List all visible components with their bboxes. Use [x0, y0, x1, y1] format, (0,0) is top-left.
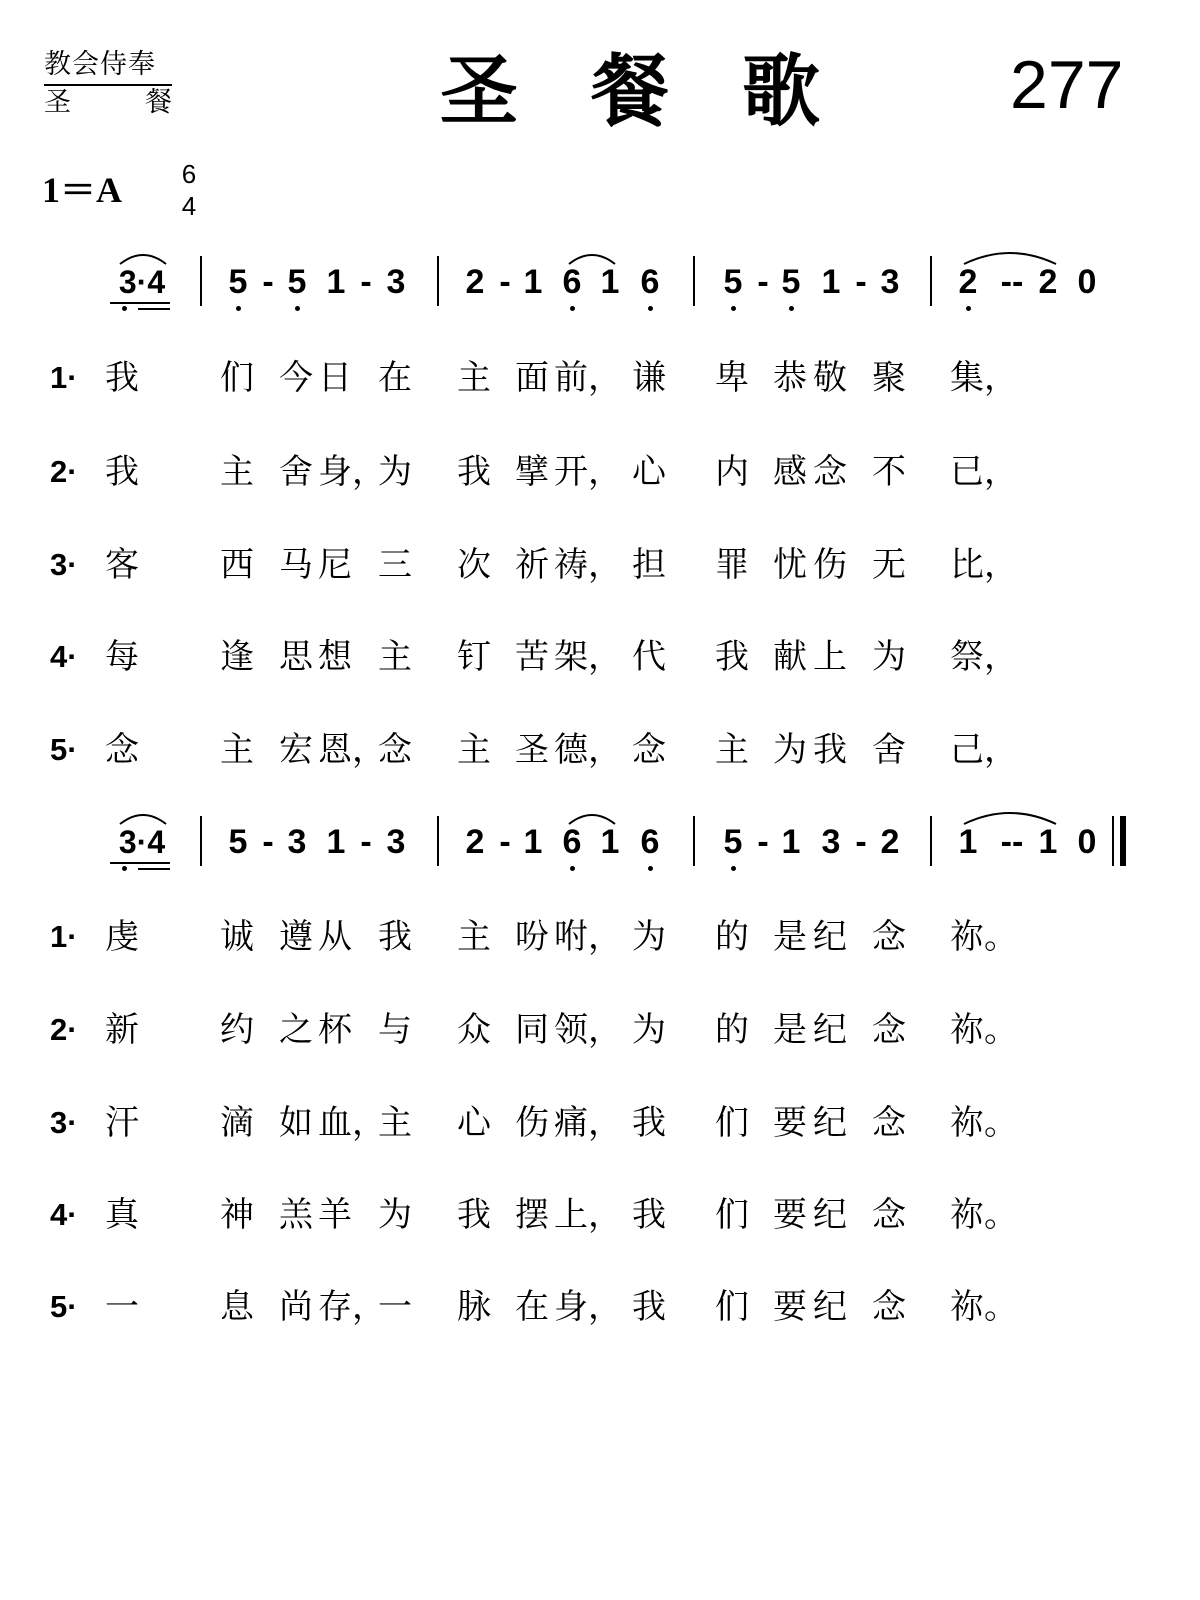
final-barline-thin [1112, 816, 1114, 866]
lyric-syllable: 忧 [773, 545, 807, 585]
octave-low-dot [648, 306, 653, 311]
note: 1 [1038, 823, 1058, 861]
lyric-syllable: 血， [318, 1103, 386, 1143]
lyric-syllable: 客 [105, 545, 139, 585]
lyric-syllable: 汗 [105, 1103, 139, 1143]
lyric-syllable: 次 [457, 545, 491, 585]
note: 5 [723, 823, 743, 861]
lyric-syllable: 钉 [457, 637, 491, 677]
octave-low-dot [789, 306, 794, 311]
lyric-syllable: 舍 [872, 730, 906, 770]
lyric-syllable: 念 [105, 730, 139, 770]
lyric-syllable: 纪 [813, 1103, 847, 1143]
lyric-syllable: 的 [715, 1010, 749, 1050]
note: 6 [640, 263, 660, 301]
note: 1 [523, 263, 543, 301]
lyric-syllable: 众 [457, 1010, 491, 1050]
barline [693, 256, 695, 306]
octave-low-dot [236, 306, 241, 311]
note: 1 [821, 263, 841, 301]
lyric-syllable: 纪 [813, 917, 847, 957]
slur [567, 250, 617, 266]
key-signature: 1＝A [42, 170, 122, 210]
lyric-syllable: 每 [105, 637, 139, 677]
lyric-syllable: 们 [715, 1287, 749, 1327]
time-signature-denominator: 4 [181, 191, 197, 221]
lyric-syllable: 息 [220, 1287, 254, 1327]
verse-number: 2· [50, 454, 78, 489]
lyric-syllable: 祢。 [950, 1010, 1018, 1050]
note: 1 [326, 263, 346, 301]
lyric-syllable: 杯 [318, 1010, 352, 1050]
lyric-syllable: 滴 [220, 1103, 254, 1143]
dash-note: - [757, 823, 769, 861]
lyric-syllable: 咐， [554, 917, 622, 957]
lyric-syllable: 日 [318, 358, 352, 398]
lyric-syllable: 谦 [632, 358, 666, 398]
lyric-syllable: 之 [279, 1010, 313, 1050]
lyric-syllable: 感 [773, 452, 807, 492]
note: 5 [228, 263, 248, 301]
lyric-syllable: 为 [378, 1195, 412, 1235]
octave-low-dot [570, 306, 575, 311]
pickup-low-dot [122, 866, 127, 871]
lyric-syllable: 伤 [813, 545, 847, 585]
lyric-syllable: 虔 [105, 917, 139, 957]
pickup-underline [110, 862, 170, 864]
pickup-note: 3·4 [118, 824, 166, 860]
lyric-syllable: 无 [872, 545, 906, 585]
lyric-syllable: 羊 [318, 1195, 352, 1235]
lyric-syllable: 为 [773, 730, 807, 770]
lyric-syllable: 恭 [773, 358, 807, 398]
dash-note: -- [1000, 263, 1024, 301]
verse-number: 5· [50, 732, 78, 767]
lyric-syllable: 要 [773, 1195, 807, 1235]
lyric-syllable: 纪 [813, 1010, 847, 1050]
octave-low-dot [570, 866, 575, 871]
octave-low-dot [731, 306, 736, 311]
lyric-syllable: 主 [457, 730, 491, 770]
note: 0 [1077, 823, 1097, 861]
note: 6 [562, 263, 582, 301]
note: 3 [386, 263, 406, 301]
lyric-syllable: 念 [872, 917, 906, 957]
lyric-syllable: 架， [554, 637, 622, 677]
lyric-syllable: 是 [773, 1010, 807, 1050]
lyric-syllable: 纪 [813, 1195, 847, 1235]
lyric-syllable: 主 [378, 1103, 412, 1143]
title-char: 圣 [440, 46, 519, 137]
dash-note: - [262, 263, 274, 301]
octave-low-dot [648, 866, 653, 871]
lyric-syllable: 纪 [813, 1287, 847, 1327]
lyric-syllable: 献 [773, 637, 807, 677]
lyric-syllable: 担 [632, 545, 666, 585]
hymn-title [440, 42, 820, 142]
lyric-syllable: 祈 [515, 545, 549, 585]
tie [962, 248, 1058, 266]
note: 0 [1077, 263, 1097, 301]
lyric-syllable: 马 [279, 545, 313, 585]
lyric-syllable: 开， [554, 452, 622, 492]
lyric-syllable: 念 [872, 1195, 906, 1235]
note: 6 [562, 823, 582, 861]
dash-note: - [855, 263, 867, 301]
lyric-syllable: 伤 [515, 1103, 549, 1143]
lyric-syllable: 领， [554, 1010, 622, 1050]
dash-note: -- [1000, 823, 1024, 861]
final-barline-thick [1120, 816, 1126, 866]
lyric-syllable: 卑 [715, 358, 749, 398]
lyric-syllable: 祢。 [950, 1195, 1018, 1235]
lyric-syllable: 真 [105, 1195, 139, 1235]
lyric-syllable: 我 [715, 637, 749, 677]
pickup-note: 3·4 [118, 264, 166, 300]
lyric-syllable: 罪 [715, 545, 749, 585]
verse-number: 4· [50, 639, 78, 674]
note: 2 [465, 823, 485, 861]
lyric-syllable: 主 [457, 358, 491, 398]
verse-number: 1· [50, 919, 78, 954]
lyric-syllable: 己， [950, 730, 1018, 770]
lyric-syllable: 我 [457, 452, 491, 492]
lyric-syllable: 在 [378, 358, 412, 398]
lyric-syllable: 在 [515, 1287, 549, 1327]
octave-low-dot [295, 306, 300, 311]
dash-note: - [855, 823, 867, 861]
lyric-syllable: 念 [378, 730, 412, 770]
tie [962, 808, 1058, 826]
barline [930, 816, 932, 866]
lyric-syllable: 的 [715, 917, 749, 957]
barline [437, 256, 439, 306]
lyric-syllable: 遵 [279, 917, 313, 957]
lyric-syllable: 要 [773, 1103, 807, 1143]
title-char: 餐 [590, 46, 669, 137]
verse-number: 2· [50, 1012, 78, 1047]
note: 1 [781, 823, 801, 861]
lyric-syllable: 主 [457, 917, 491, 957]
lyric-syllable: 是 [773, 917, 807, 957]
lyric-syllable: 们 [220, 358, 254, 398]
barline [200, 256, 202, 306]
lyric-syllable: 摆 [515, 1195, 549, 1235]
dash-note: - [360, 823, 372, 861]
note: 3 [386, 823, 406, 861]
note: 1 [600, 823, 620, 861]
barline [200, 816, 202, 866]
pickup-underline [138, 308, 170, 310]
lyric-syllable: 与 [378, 1010, 412, 1050]
lyric-syllable: 心 [632, 452, 666, 492]
lyric-syllable: 想 [318, 637, 352, 677]
lyric-syllable: 心 [457, 1103, 491, 1143]
dash-note: - [262, 823, 274, 861]
lyric-syllable: 我 [378, 917, 412, 957]
lyric-syllable: 祷， [554, 545, 622, 585]
lyric-syllable: 比， [950, 545, 1018, 585]
lyric-syllable: 我 [813, 730, 847, 770]
note: 2 [880, 823, 900, 861]
dash-note: - [757, 263, 769, 301]
note: 1 [326, 823, 346, 861]
lyric-syllable: 祢。 [950, 1103, 1018, 1143]
verse-number: 3· [50, 1105, 78, 1140]
lyric-syllable: 我 [105, 452, 139, 492]
lyric-syllable: 前， [554, 358, 622, 398]
slur [118, 250, 168, 266]
dash-note: - [360, 263, 372, 301]
note: 5 [781, 263, 801, 301]
note: 2 [958, 263, 978, 301]
note: 3 [287, 823, 307, 861]
title-char: 歌 [741, 46, 820, 137]
lyric-syllable: 恩， [318, 730, 386, 770]
time-signature-numerator: 6 [181, 159, 197, 189]
lyric-syllable: 苦 [515, 637, 549, 677]
lyric-syllable: 主 [220, 452, 254, 492]
lyric-syllable: 为 [872, 637, 906, 677]
lyric-syllable: 身， [318, 452, 386, 492]
verse-number: 1· [50, 360, 78, 395]
lyric-syllable: 羔 [279, 1195, 313, 1235]
barline [693, 816, 695, 866]
note: 5 [287, 263, 307, 301]
lyric-syllable: 主 [378, 637, 412, 677]
lyric-syllable: 一 [378, 1287, 412, 1327]
lyric-syllable: 祢。 [950, 1287, 1018, 1327]
lyric-syllable: 我 [457, 1195, 491, 1235]
lyric-syllable: 念 [632, 730, 666, 770]
lyric-syllable: 代 [632, 637, 666, 677]
lyric-syllable: 面 [515, 358, 549, 398]
pickup-low-dot [122, 306, 127, 311]
lyric-syllable: 内 [715, 452, 749, 492]
pickup-underline [110, 302, 170, 304]
pickup-underline [138, 868, 170, 870]
lyric-syllable: 为 [378, 452, 412, 492]
lyric-syllable: 尚 [279, 1287, 313, 1327]
lyric-syllable: 脉 [457, 1287, 491, 1327]
lyric-syllable: 主 [220, 730, 254, 770]
lyric-syllable: 要 [773, 1287, 807, 1327]
lyric-syllable: 念 [872, 1287, 906, 1327]
lyric-syllable: 上， [554, 1195, 622, 1235]
category-label: 教会侍奉 [44, 49, 156, 80]
note: 5 [723, 263, 743, 301]
lyric-syllable: 吩 [515, 917, 549, 957]
lyric-syllable: 今 [279, 358, 313, 398]
note: 2 [1038, 263, 1058, 301]
lyric-syllable: 诚 [220, 917, 254, 957]
octave-low-dot [731, 866, 736, 871]
lyric-syllable: 上 [813, 637, 847, 677]
barline [437, 816, 439, 866]
lyric-syllable: 逢 [220, 637, 254, 677]
lyric-syllable: 我 [632, 1103, 666, 1143]
hymn-number: 277 [1010, 47, 1124, 123]
slur [118, 810, 168, 826]
lyric-syllable: 尼 [318, 545, 352, 585]
lyric-syllable: 祢。 [950, 917, 1018, 957]
lyric-syllable: 们 [715, 1103, 749, 1143]
note: 1 [523, 823, 543, 861]
lyric-syllable: 存， [318, 1287, 386, 1327]
lyric-syllable: 德， [554, 730, 622, 770]
note: 2 [465, 263, 485, 301]
subcategory-char: 圣 [44, 87, 71, 118]
lyric-syllable: 集， [950, 358, 1018, 398]
lyric-syllable: 念 [872, 1103, 906, 1143]
lyric-syllable: 我 [632, 1195, 666, 1235]
note: 5 [228, 823, 248, 861]
verse-number: 3· [50, 547, 78, 582]
lyric-syllable: 宏 [279, 730, 313, 770]
lyric-syllable: 西 [220, 545, 254, 585]
verse-number: 5· [50, 1289, 78, 1324]
subcategory-char: 餐 [145, 87, 172, 118]
lyric-syllable: 主 [715, 730, 749, 770]
lyric-syllable: 已， [950, 452, 1018, 492]
lyric-syllable: 敬 [813, 358, 847, 398]
lyric-syllable: 三 [378, 545, 412, 585]
lyric-syllable: 祭， [950, 637, 1018, 677]
lyric-syllable: 念 [813, 452, 847, 492]
lyric-syllable: 如 [279, 1103, 313, 1143]
lyric-syllable: 我 [632, 1287, 666, 1327]
lyric-syllable: 不 [872, 452, 906, 492]
lyric-syllable: 新 [105, 1010, 139, 1050]
lyric-syllable: 圣 [515, 730, 549, 770]
verse-number: 4· [50, 1197, 78, 1232]
lyric-syllable: 一 [105, 1287, 139, 1327]
lyric-syllable: 约 [220, 1010, 254, 1050]
octave-low-dot [966, 306, 971, 311]
lyric-syllable: 为 [632, 1010, 666, 1050]
lyric-syllable: 擘 [515, 452, 549, 492]
lyric-syllable: 思 [279, 637, 313, 677]
note: 3 [821, 823, 841, 861]
lyric-syllable: 同 [515, 1010, 549, 1050]
lyric-syllable: 身， [554, 1287, 622, 1327]
note: 3 [880, 263, 900, 301]
barline [930, 256, 932, 306]
dash-note: - [499, 263, 511, 301]
lyric-syllable: 为 [632, 917, 666, 957]
note: 1 [600, 263, 620, 301]
subcategory-label [44, 86, 172, 120]
lyric-syllable: 从 [318, 917, 352, 957]
lyric-syllable: 念 [872, 1010, 906, 1050]
lyric-syllable: 痛， [554, 1103, 622, 1143]
lyric-syllable: 舍 [279, 452, 313, 492]
dash-note: - [499, 823, 511, 861]
lyric-syllable: 聚 [872, 358, 906, 398]
lyric-syllable: 神 [220, 1195, 254, 1235]
note: 6 [640, 823, 660, 861]
lyric-syllable: 们 [715, 1195, 749, 1235]
slur [567, 810, 617, 826]
note: 1 [958, 823, 978, 861]
lyric-syllable: 我 [105, 358, 139, 398]
